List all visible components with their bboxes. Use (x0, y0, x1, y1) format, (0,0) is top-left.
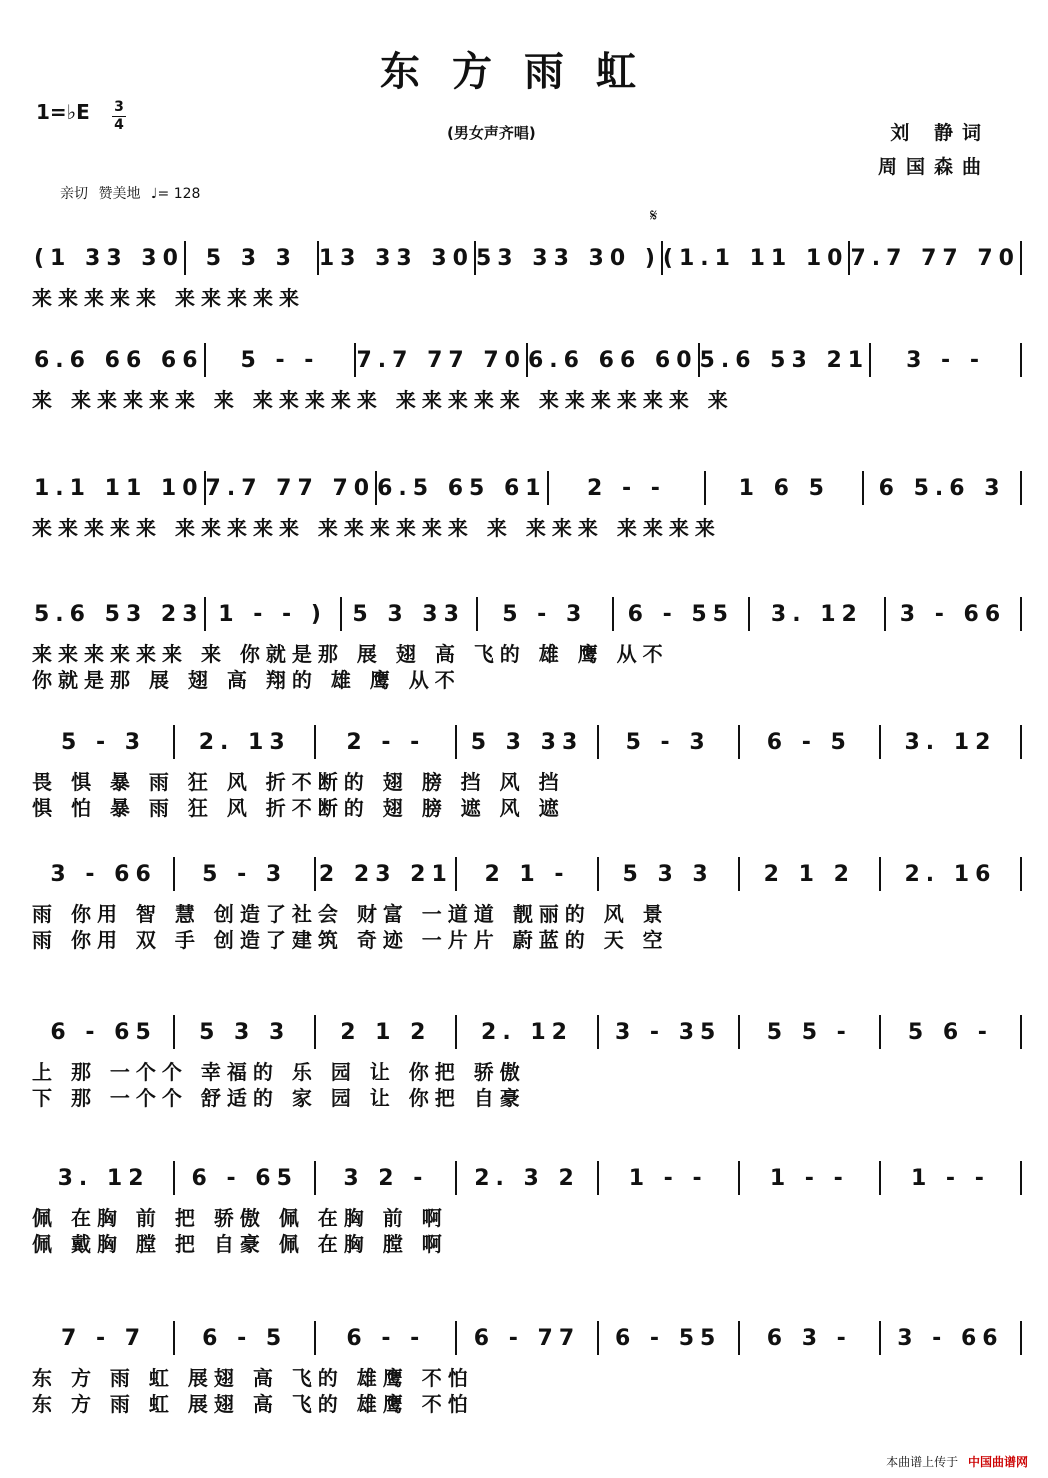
measure: 7.7 77 70 (205, 475, 376, 501)
measure: 1 6 5 (738, 475, 830, 501)
barline (1020, 1321, 1022, 1355)
footer-text: 本曲谱上传于 (886, 1455, 959, 1469)
measure: 7 - 7 (61, 1325, 147, 1351)
measure: 6 - 5 (202, 1325, 288, 1351)
measure: 2 23 21 (318, 861, 453, 887)
measure: 5 3 3 (199, 1019, 291, 1045)
measure: 6 5.6 3 (878, 475, 1006, 501)
lyrics-verse-2: 下 那 一个个 舒适的 家 园 让 你把 自豪 (32, 1086, 526, 1110)
tempo-marking (60, 183, 206, 203)
composer: 周国森曲 (877, 156, 990, 178)
measure: 1 - - (910, 1165, 990, 1191)
measure: 6 - 5 (766, 729, 852, 755)
measure: 3. 12 (770, 601, 863, 627)
measure: 6 - 65 (191, 1165, 298, 1191)
measure: 2 - - (346, 729, 426, 755)
measure: 3 - 66 (50, 861, 157, 887)
measure: 5 3 33 (352, 601, 465, 627)
measure: 5 - 3 (502, 601, 588, 627)
barline (1020, 1015, 1022, 1049)
measure: 2. 12 (481, 1019, 573, 1045)
lyrics-verse-1: 来 来来来来来 来 来来来来来 来来来来来 来来来来来来 来 (32, 388, 734, 412)
measure: 6.5 65 61 (377, 475, 547, 501)
barline (1020, 725, 1022, 759)
lyrics-verse-2: 惧 怕 暴 雨 狂 风 折不断的 翅 膀 遮 风 遮 (32, 796, 565, 820)
measure: 5 6 - (907, 1019, 993, 1045)
lyrics-verse-1: 来来来来来 来来来来来 (32, 286, 305, 310)
measure: 7.7 77 70 (850, 245, 1020, 271)
measure: 6 - 55 (627, 601, 734, 627)
measure: 5 - - (240, 347, 320, 373)
notation-line (32, 592, 1022, 636)
measure: 2. 16 (904, 861, 997, 887)
measure: 5.6 53 21 (699, 347, 870, 373)
barline (1020, 241, 1022, 275)
measure: 3. 12 (904, 729, 997, 755)
lyricist: 刘 静词 (890, 122, 990, 144)
measure: 3 - 35 (614, 1019, 722, 1045)
barline (1020, 471, 1022, 505)
measure: 7.7 77 70 (356, 347, 526, 373)
footer (886, 1453, 1028, 1470)
measure: 3 - - (906, 347, 985, 373)
lyrics-verse-2: 雨 你用 双 手 创造了建筑 奇迹 一片片 蔚蓝的 天 空 (32, 928, 669, 952)
segno-icon: 𝄋 (650, 206, 658, 226)
barline (1020, 343, 1022, 377)
measure: 5 - 3 (61, 729, 147, 755)
barline (1020, 857, 1022, 891)
measure: 1 - - (628, 1165, 708, 1191)
measure: 5 3 3 (622, 861, 714, 887)
measure: 6 - 55 (614, 1325, 722, 1351)
notation-line (32, 1316, 1022, 1360)
measure: 3. 12 (57, 1165, 150, 1191)
score-row (32, 1156, 1022, 1276)
subtitle: (男女声齐唱) (447, 124, 536, 142)
measure: 1 - - (769, 1165, 849, 1191)
site-logo: 中国曲谱网 (967, 1455, 1028, 1469)
measure: 5 3 3 (205, 245, 297, 271)
score-row (32, 852, 1022, 972)
measure: 1 - - ) (218, 601, 327, 627)
measure: 6 - 65 (50, 1019, 157, 1045)
barline (1020, 597, 1022, 631)
measure: 2 1 2 (763, 861, 855, 887)
measure: 6 - - (346, 1325, 426, 1351)
measure: 3 - 66 (897, 1325, 1004, 1351)
time-signature (112, 100, 126, 133)
score-row (32, 466, 1022, 586)
measure: 5 5 - (766, 1019, 852, 1045)
measure: 5 - 3 (625, 729, 711, 755)
measure: 2. 3 2 (474, 1165, 580, 1191)
lyrics-verse-1: 佩 在胸 前 把 骄傲 佩 在胸 前 啊 (32, 1206, 448, 1230)
measure: 1.1 11 10 (34, 475, 204, 501)
lyrics-verse-2: 东 方 雨 虹 展翅 高 飞的 雄鹰 不怕 (32, 1392, 474, 1416)
measure: 2 1 - (484, 861, 570, 887)
measure: 53 33 30 ) (476, 245, 661, 271)
score-row (32, 1010, 1022, 1130)
lyrics-verse-1: 上 那 一个个 幸福的 乐 园 让 你把 骄傲 (32, 1060, 526, 1084)
notation-line (32, 852, 1022, 896)
measure: 6 3 - (766, 1325, 852, 1351)
notation-line (32, 466, 1022, 510)
expression-1: 亲切 (60, 186, 88, 202)
lyrics-verse-1: 畏 惧 暴 雨 狂 风 折不断的 翅 膀 挡 风 挡 (32, 770, 565, 794)
tempo-mark: ♩= 128 (150, 186, 201, 202)
measure: 2 - - (587, 475, 666, 501)
lyrics-verse-1: 来来来来来来 来 你就是那 展 翅 高 飞的 雄 鹰 从不 (32, 642, 669, 666)
measure: 6 - 77 (473, 1325, 581, 1351)
notation-line (32, 1010, 1022, 1054)
lyrics-verse-1: 东 方 雨 虹 展翅 高 飞的 雄鹰 不怕 (32, 1366, 474, 1390)
notation-line (32, 720, 1022, 764)
measure: 5.6 53 23 (34, 601, 204, 627)
notation-line (32, 236, 1022, 280)
lyrics-verse-1: 雨 你用 智 慧 创造了社会 财富 一道道 靓丽的 风 景 (32, 902, 669, 926)
score-row (32, 592, 1022, 712)
measure: 6.6 66 66 (34, 347, 204, 373)
measure: 2. 13 (198, 729, 291, 755)
score-row (32, 1316, 1022, 1436)
measure: 3 2 - (343, 1165, 429, 1191)
measure: 6.6 66 60 (528, 347, 698, 373)
measure: (1 33 30 (34, 245, 184, 271)
barline (1020, 1161, 1022, 1195)
measure: 2 1 2 (340, 1019, 432, 1045)
lyrics-verse-1: 来来来来来 来来来来来 来来来来来来 来 来来来 来来来来 (32, 516, 721, 540)
measure: (1.1 11 10 (662, 245, 849, 271)
lyrics-verse-2: 你就是那 展 翅 高 翔的 雄 鹰 从不 (32, 668, 461, 692)
measure: 13 33 30 (318, 245, 474, 271)
notation-line (32, 1156, 1022, 1200)
lyrics-verse-2: 佩 戴胸 膛 把 自豪 佩 在胸 膛 啊 (32, 1232, 448, 1256)
meter-top: 3 (114, 99, 124, 115)
expression-2: 赞美地 (98, 186, 141, 202)
score-row (32, 720, 1022, 840)
key-signature: 1=♭E (36, 100, 90, 124)
measure: 3 - 66 (899, 601, 1007, 627)
meter-bottom: 4 (114, 117, 124, 133)
notation-line (32, 338, 1022, 382)
score-row (32, 338, 1022, 458)
measure: 5 3 33 (470, 729, 584, 755)
measure: 5 - 3 (202, 861, 288, 887)
song-title: 东方雨虹 (380, 49, 668, 95)
